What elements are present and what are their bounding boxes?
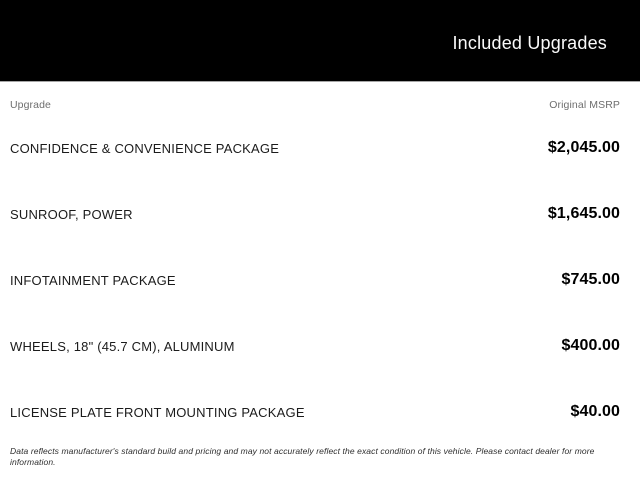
column-header-upgrade: Upgrade <box>10 99 51 111</box>
upgrade-price: $745.00 <box>561 271 620 288</box>
upgrade-price: $2,045.00 <box>547 139 620 156</box>
upgrade-name: CONFIDENCE & CONVENIENCE PACKAGE <box>10 140 280 156</box>
upgrades-table <box>0 95 640 468</box>
table-row <box>10 115 620 181</box>
table-row <box>10 313 620 379</box>
upgrade-list <box>10 115 620 445</box>
upgrade-name: INFOTAINMENT PACKAGE <box>10 272 176 288</box>
column-header-original-msrp: Original MSRP <box>549 99 620 111</box>
upgrade-name: SUNROOF, POWER <box>10 206 133 222</box>
upgrade-name: WHEELS, 18" (45.7 CM), ALUMINUM <box>10 338 235 354</box>
panel-header <box>0 0 640 82</box>
upgrade-price: $40.00 <box>570 403 620 420</box>
page-title: Included Upgrades <box>452 33 607 53</box>
upgrade-price: $400.00 <box>561 337 620 354</box>
upgrade-price: $1,645.00 <box>547 205 620 222</box>
upgrade-name: LICENSE PLATE FRONT MOUNTING PACKAGE <box>10 404 305 420</box>
table-row <box>10 247 620 313</box>
table-row <box>10 379 620 445</box>
table-column-headers <box>10 95 620 115</box>
table-row <box>10 181 620 247</box>
disclaimer-text: Data reflects manufacturer's standard build and pricing and may not accurately reflect the exact condition of this vehicle. Please contact dealer for more information. <box>10 446 595 467</box>
